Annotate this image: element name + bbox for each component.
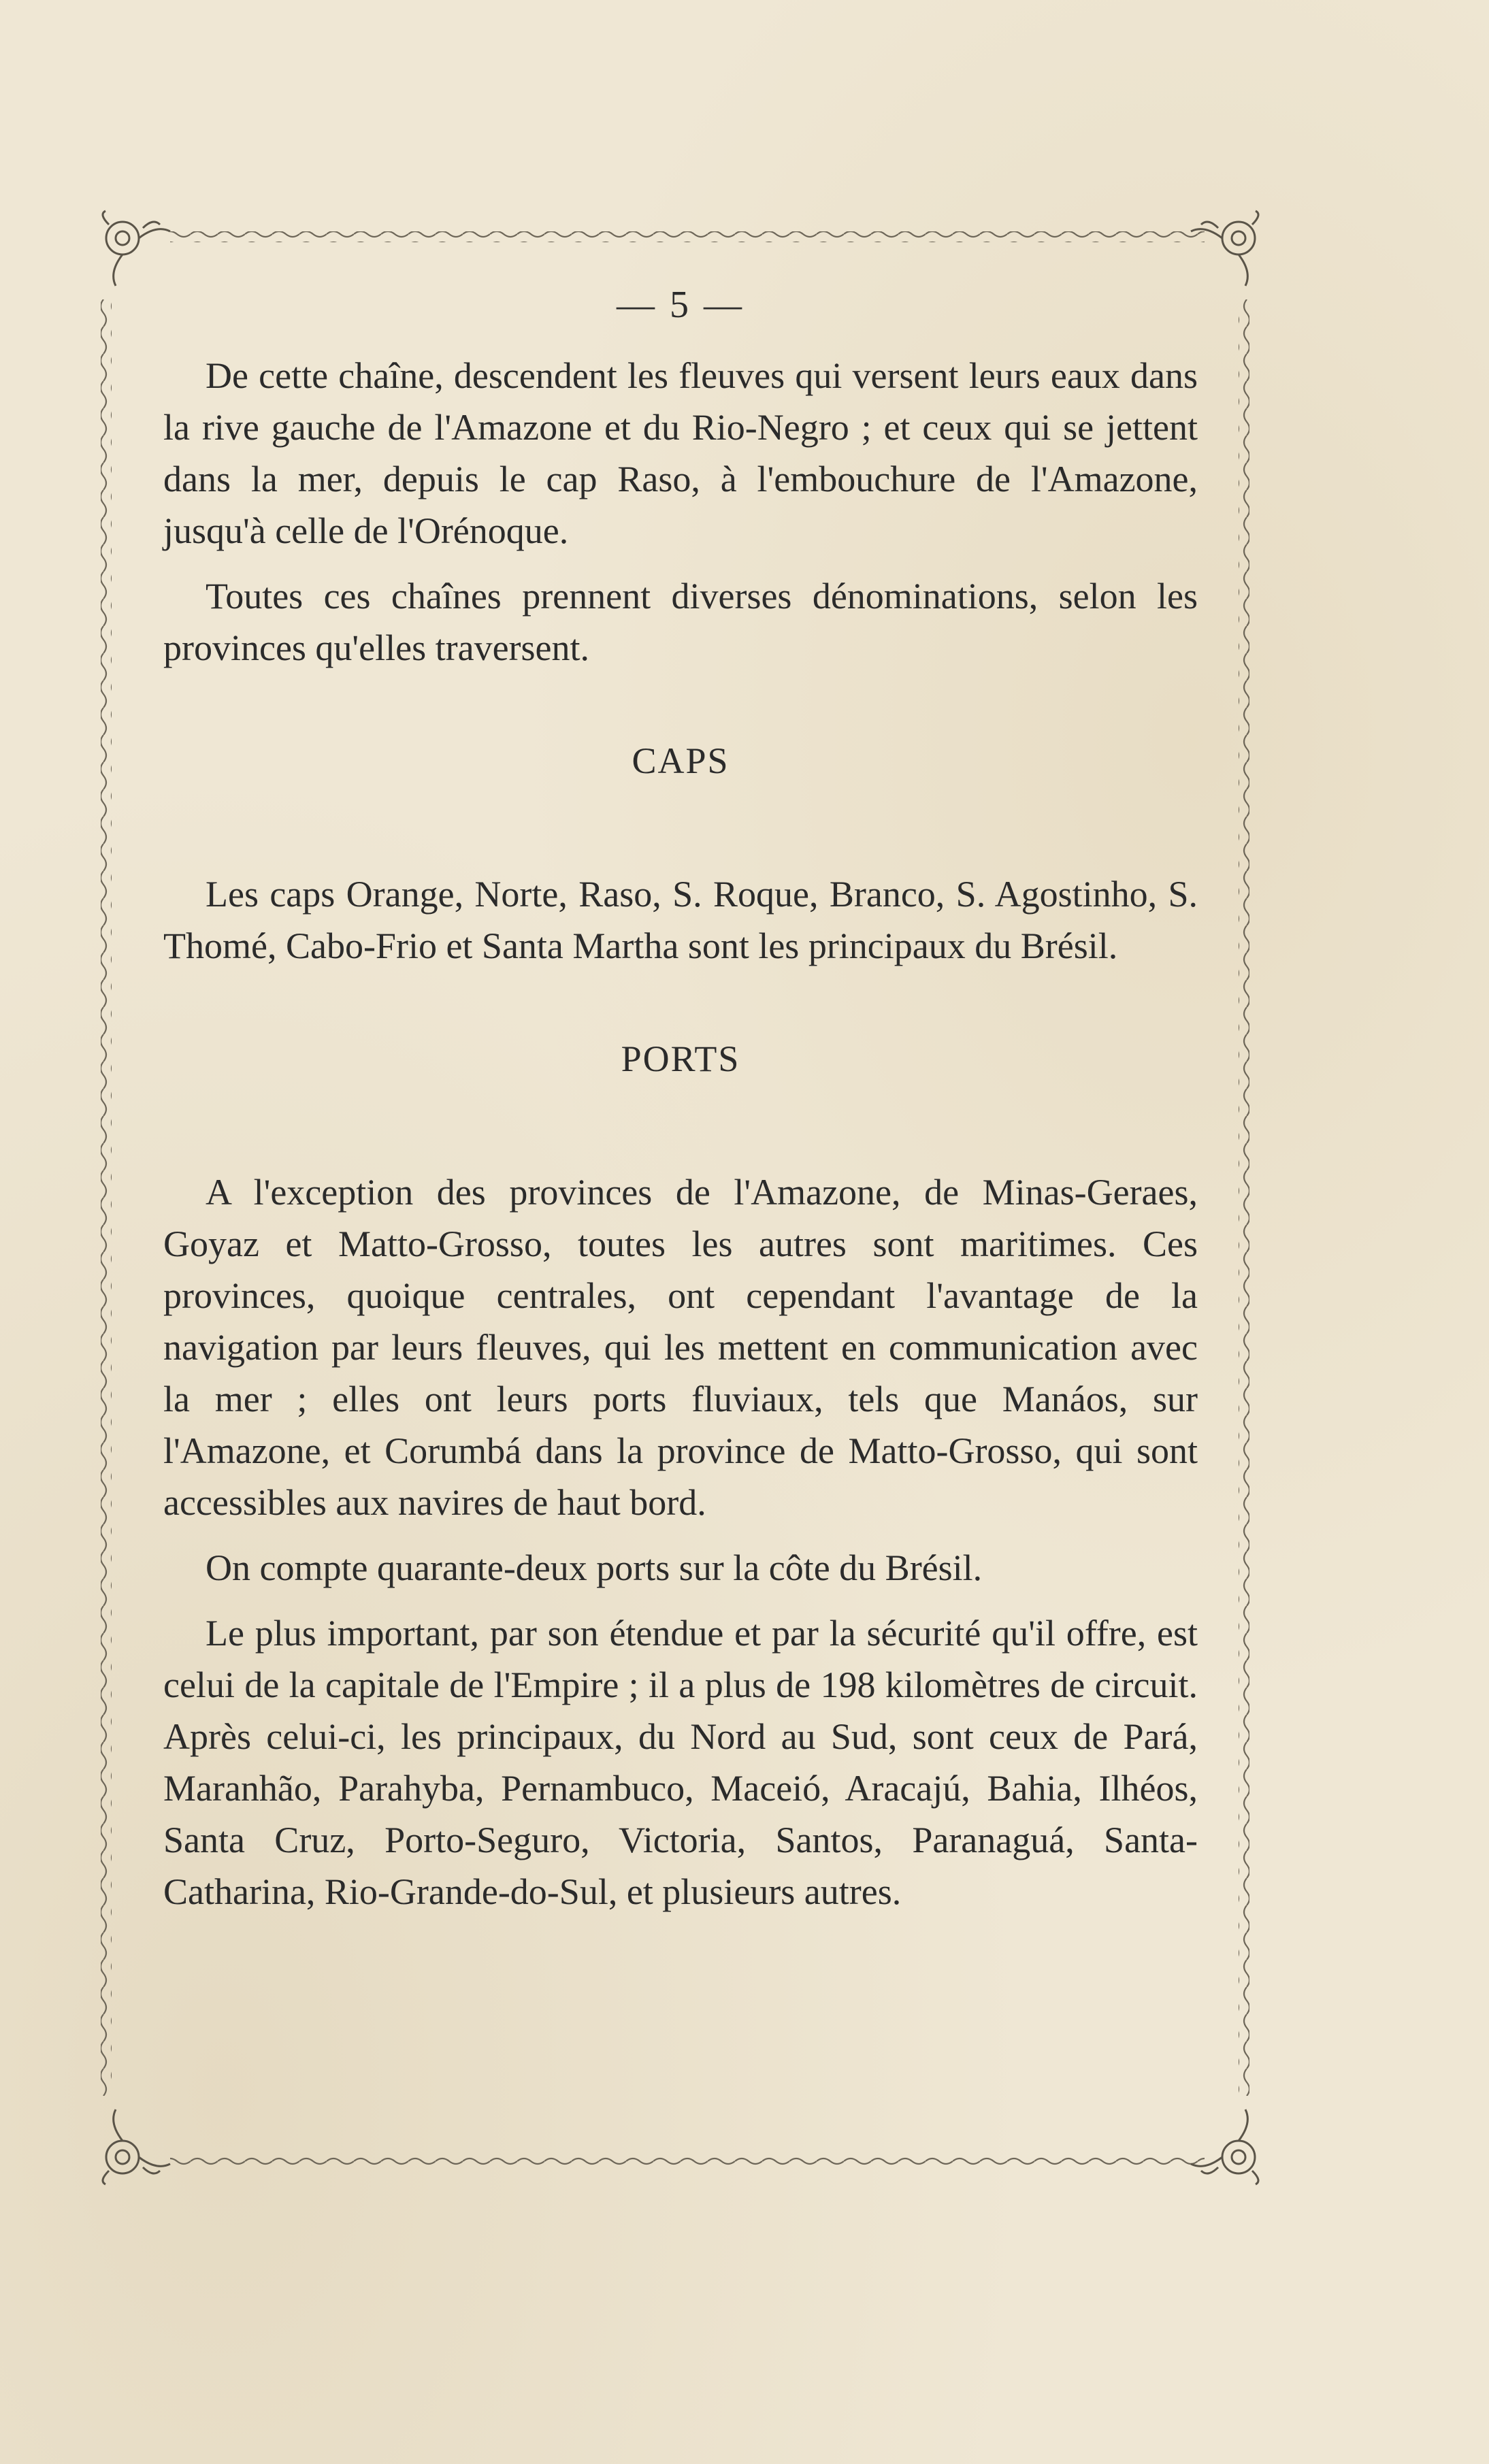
fleuron-icon: [103, 211, 170, 286]
section-heading-ports: PORTS: [621, 1038, 740, 1079]
page-number: — 5 —: [617, 284, 744, 326]
border-right: [1239, 299, 1249, 2096]
paragraph: A l'exception des provinces de l'Amazone, de Minas-Geraes, Goyaz et Matto-Grosso, toutes les autres sont maritimes. Ces provinces, quoique centrales, ont cependant l'avantage de la navigation par leurs fleuves, qui les mettent en communication avec la mer ; elles ont leurs ports fluviaux, tels que Manáos, sur l'Amazone, et Corumbá dans la province de Matto-Grosso, qui sont accessibles aux navires de haut bord.: [163, 1172, 1198, 1523]
fleuron-icon: [1191, 211, 1258, 286]
fleuron-icon: [103, 2109, 170, 2184]
paragraph: De cette chaîne, descendent les fleuves qui versent leurs eaux dans la rive gauche de l'Amazone et du Rio-Negro ; et ceux qui se jettent dans la mer, depuis le cap Raso, à l'embouchure de l'Amazone, jusqu'à celle de l'Orénoque.: [163, 355, 1198, 551]
fleuron-icon: [1191, 2109, 1258, 2184]
border-top: [170, 231, 1205, 242]
border-left: [101, 299, 112, 2096]
paragraph: Le plus important, par son étendue et par la sécurité qu'il offre, est celui de la capitale de l'Empire ; il a plus de 198 kilomètres de circuit. Après celui-ci, les principaux, du Nord au Sud, sont ceux de Pará, Maranhão, Parahyba, Pernambuco, Maceió, Aracajú, Bahia, Ilhéos, Santa Cruz, Porto-Seguro, Victoria, Santos, Paranaguá, Santa-Catharina, Rio-Grande-do-Sul, et plusieurs autres.: [163, 1613, 1198, 1912]
paragraph: Toutes ces chaînes prennent diverses dénominations, selon les provinces qu'elles traversent.: [163, 576, 1198, 668]
paragraph: On compte quarante-deux ports sur la côte du Brésil.: [206, 1547, 983, 1588]
page-body: [163, 279, 1198, 1931]
paragraph: Les caps Orange, Norte, Raso, S. Roque, Branco, S. Agostinho, S. Thomé, Cabo-Frio et Santa Martha sont les principaux du Brésil.: [163, 874, 1198, 966]
section-heading-caps: CAPS: [632, 740, 730, 781]
border-bottom: [170, 2157, 1205, 2168]
